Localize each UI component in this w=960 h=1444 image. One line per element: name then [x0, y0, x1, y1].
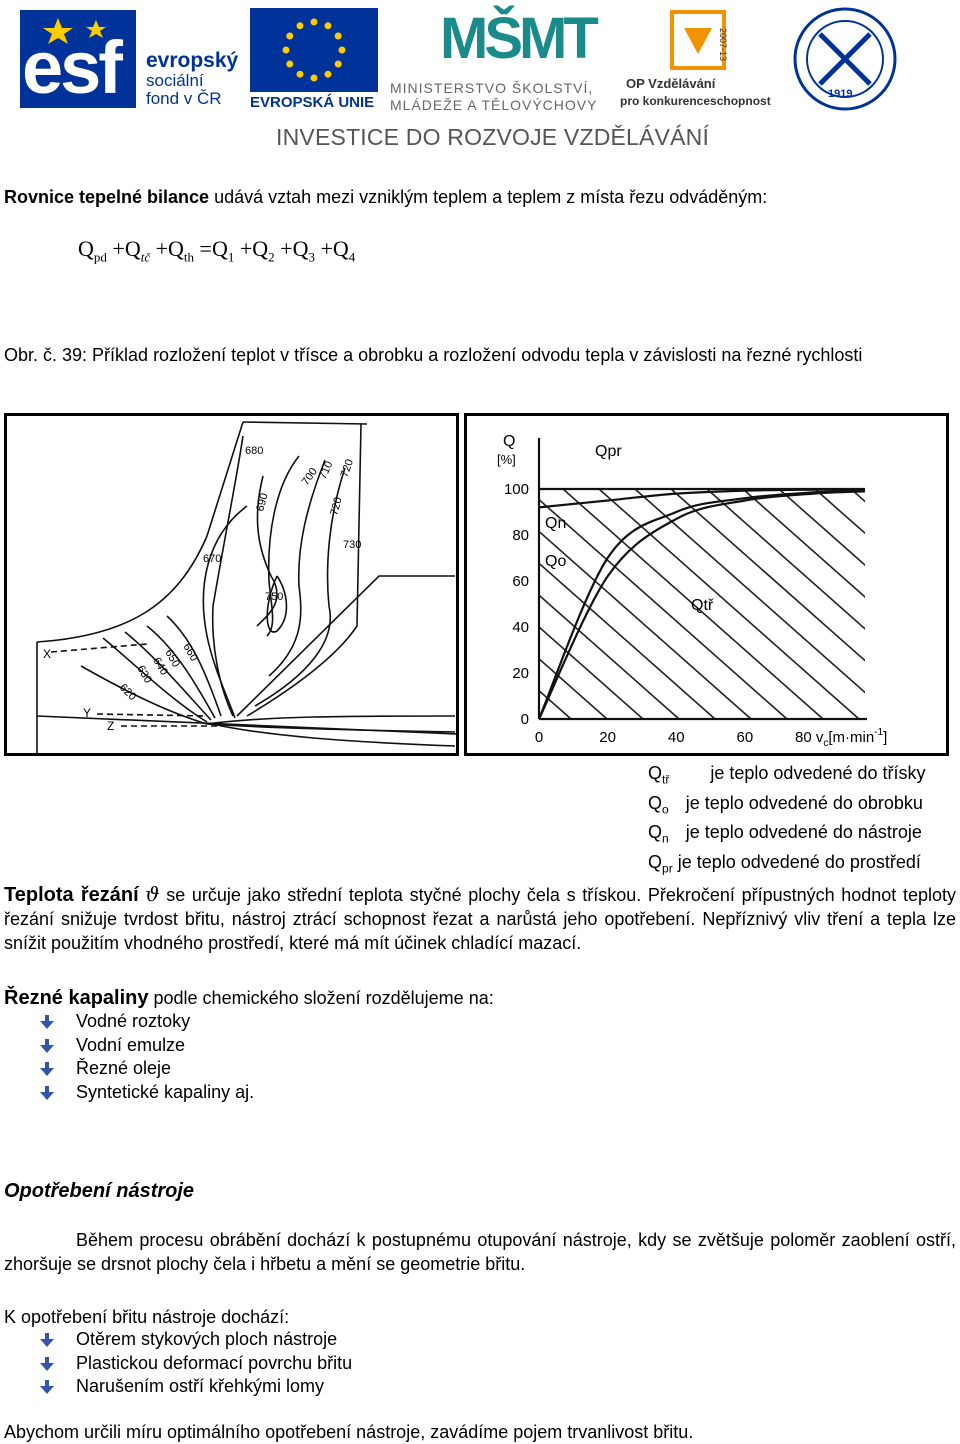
x-tick-label: 60: [736, 729, 754, 746]
isotherm-label: 690: [254, 491, 271, 513]
opotrebeni-paragraph: Během procesu obrábění dochází k postupnému otupování nástroje, kdy se zvětšuje poloměr zaoblení ostří, zhoršuje se drsnot plochy čela i hřbetu a mění se geometrie břitu.: [4, 1230, 956, 1274]
x-tick-label: 40: [667, 729, 685, 746]
theta-symbol: ϑ: [145, 882, 160, 906]
list-item: Narušením ostří křehkými lomy: [36, 1375, 636, 1399]
arrow-bullet-icon: [40, 1333, 54, 1347]
balance-lead-bold: Rovnice tepelné bilance: [4, 187, 210, 207]
isotherm-label: 700: [299, 465, 320, 488]
kapaliny-list: [36, 1010, 636, 1104]
arrow-bullet-icon: [40, 1357, 54, 1371]
esf-letters: esf: [22, 26, 120, 109]
y-tick-label: 20: [512, 665, 529, 682]
isotherm-label: 660: [180, 641, 200, 664]
y-tick-label: 40: [512, 619, 529, 636]
kapaliny-bold: Řezné kapaliny: [4, 987, 149, 1009]
isotherm-label: 640: [150, 655, 170, 678]
isotherm-drawing: [7, 416, 456, 753]
y-axis-unit-label: [%]: [497, 452, 516, 467]
x-tick-label: 20: [599, 729, 616, 746]
isotherm-label: 620: [116, 681, 139, 704]
legend-row-qpr: $Q_{pr}$ je teplo odvedené do prostředí: [648, 851, 921, 876]
isotherm-label: 720: [338, 457, 357, 480]
seal-year: 1919: [828, 88, 853, 100]
msmt-letters: MŠMT: [440, 6, 595, 71]
list-item: Řezné oleje: [36, 1057, 636, 1081]
esf-line1: evropský: [146, 49, 239, 72]
list-item: Plastickou deformací povrchu břitu: [36, 1352, 636, 1376]
kapaliny-rest: podle chemického složení rozdělujeme na:: [148, 988, 494, 1008]
msmt-line1: MINISTERSTVO ŠKOLSTVÍ,: [390, 80, 594, 96]
eu-star-icon: [335, 61, 342, 68]
esf-line2: sociální: [146, 71, 204, 90]
isotherm-label: 730: [343, 539, 362, 551]
x-tick-label: 0: [534, 729, 544, 746]
eu-star-icon: [286, 61, 293, 68]
isotherm-figure: [4, 413, 459, 756]
chart-svg: [467, 416, 946, 753]
figure-legend: [648, 762, 958, 880]
msmt-logo: [388, 4, 613, 112]
isotherm-label: 670: [203, 553, 222, 565]
header-logos: [0, 0, 960, 160]
y-tick-label: 80: [512, 527, 529, 544]
op-arrow-icon: [620, 8, 770, 78]
opotrebeni-lead: K opotřebení břitu nástroje dochází:: [4, 1307, 290, 1327]
legend-row-qtr: $Q_{tř}$ je teplo odvedené do třísky: [648, 763, 926, 787]
esf-line3: fond v ČR: [146, 89, 222, 108]
y-axis-q-label: Q: [503, 433, 516, 450]
eu-logo: [250, 8, 380, 112]
op-logo: [620, 8, 770, 112]
list-item: Vodní emulze: [36, 1034, 636, 1058]
teplota-bold: Teplota řezání: [4, 884, 139, 906]
teplota-text: se určuje jako střední teplota styčné plochy čela s třískou. Překročení přípustných hodnot teploty řezání snižuje tvrdost břitu, nástroj ztrácí schopnost řezat a narůstá jeho opotřebení. Nepříznivý vliv tření a tepla lze snížit použitím vhodného prostředí, které má mít účinek chladící mazací.: [4, 885, 956, 953]
isotherm-label: 680: [245, 445, 264, 457]
kapaliny-intro: [4, 986, 954, 1010]
arrow-bullet-icon: [40, 1380, 54, 1394]
y-tick-label: 100: [503, 481, 529, 498]
eu-label: EVROPSKÁ UNIE: [250, 94, 375, 111]
y-tick-label: 0: [520, 711, 529, 728]
axis-y-label: Y: [83, 706, 92, 720]
eu-flag-icon: [250, 8, 378, 92]
eu-star-icon: [297, 22, 304, 29]
figure-caption: Obr. č. 39: Příklad rozložení teplot v třísce a obrobku a rozložení odvodu tepla v závislosti na řezné rychlosti: [4, 345, 863, 365]
eu-star-icon: [325, 71, 332, 78]
eu-star-icon: [311, 75, 318, 82]
eu-star-icon: [339, 47, 346, 54]
heat-balance-equation: $Q_{pd} +Q_{tč} +Q_{th} =Q_1 +Q_2 +Q_3 +Q_4$: [78, 236, 356, 265]
axis-x-label: X: [43, 647, 52, 661]
op-line2: pro konkurenceschopnost: [620, 94, 771, 108]
arrow-bullet-icon: [40, 1086, 54, 1100]
msmt-line2: MLÁDEŽE A TĚLOVÝCHOVY: [390, 97, 598, 113]
teplota-paragraph: [4, 882, 956, 955]
eu-star-icon: [311, 19, 318, 26]
series-label-qo: Qo: [545, 553, 567, 570]
balance-lead-rest: udává vztah mezi vzniklým teplem a teplem z místa řezu odváděným:: [209, 187, 768, 207]
eu-star-icon: [325, 22, 332, 29]
isotherm-label: 710: [316, 459, 336, 482]
esf-logo: [18, 8, 243, 110]
isotherm-label: 750: [265, 591, 284, 603]
eu-star-icon: [283, 47, 290, 54]
y-tick-label: 60: [512, 573, 529, 590]
op-line1: OP Vzdělávání: [626, 76, 716, 91]
opotrebeni-list: [36, 1328, 636, 1399]
isotherm-label: 720: [328, 495, 345, 517]
arrow-bullet-icon: [40, 1039, 54, 1053]
university-seal: [790, 4, 900, 114]
arrow-bullet-icon: [40, 1015, 54, 1029]
legend-row-qo: $Q_o$ je teplo odvedené do obrobku: [648, 792, 923, 817]
legend-row-qn: $Q_n$ je teplo odvedené do nástroje: [648, 822, 922, 846]
opotrebeni-closing: Abychom určili míru optimálního opotřebení nástroje, zavádíme pojem trvanlivost břitu.: [4, 1422, 694, 1442]
eu-star-icon: [297, 71, 304, 78]
list-item: Syntetické kapaliny aj.: [36, 1081, 636, 1105]
arrow-bullet-icon: [40, 1062, 54, 1076]
series-label-qn: Qn: [545, 515, 567, 532]
heat-distribution-chart: [464, 413, 949, 756]
series-label-qpr: Qpr: [595, 443, 622, 460]
eu-star-icon: [335, 33, 342, 40]
isotherm-label: 650: [162, 647, 182, 670]
opotrebeni-heading: Opotřebení nástroje: [4, 1180, 195, 1202]
isotherm-label: 630: [134, 663, 154, 686]
series-label-qtr: Qtř: [691, 597, 714, 614]
list-item: Otěrem stykových ploch nástroje: [36, 1328, 636, 1352]
op-years: 2007-13: [718, 28, 728, 62]
eu-star-icon: [286, 33, 293, 40]
axis-z-label: Z: [107, 719, 115, 733]
slogan: INVESTICE DO ROZVOJE VZDĚLÁVÁNÍ: [276, 124, 710, 150]
x-axis-unit-label: 80 $v_c[m\cdot\min^{-1}]$: [795, 727, 888, 749]
balance-intro: [4, 185, 954, 209]
list-item: Vodné roztoky: [36, 1010, 636, 1034]
